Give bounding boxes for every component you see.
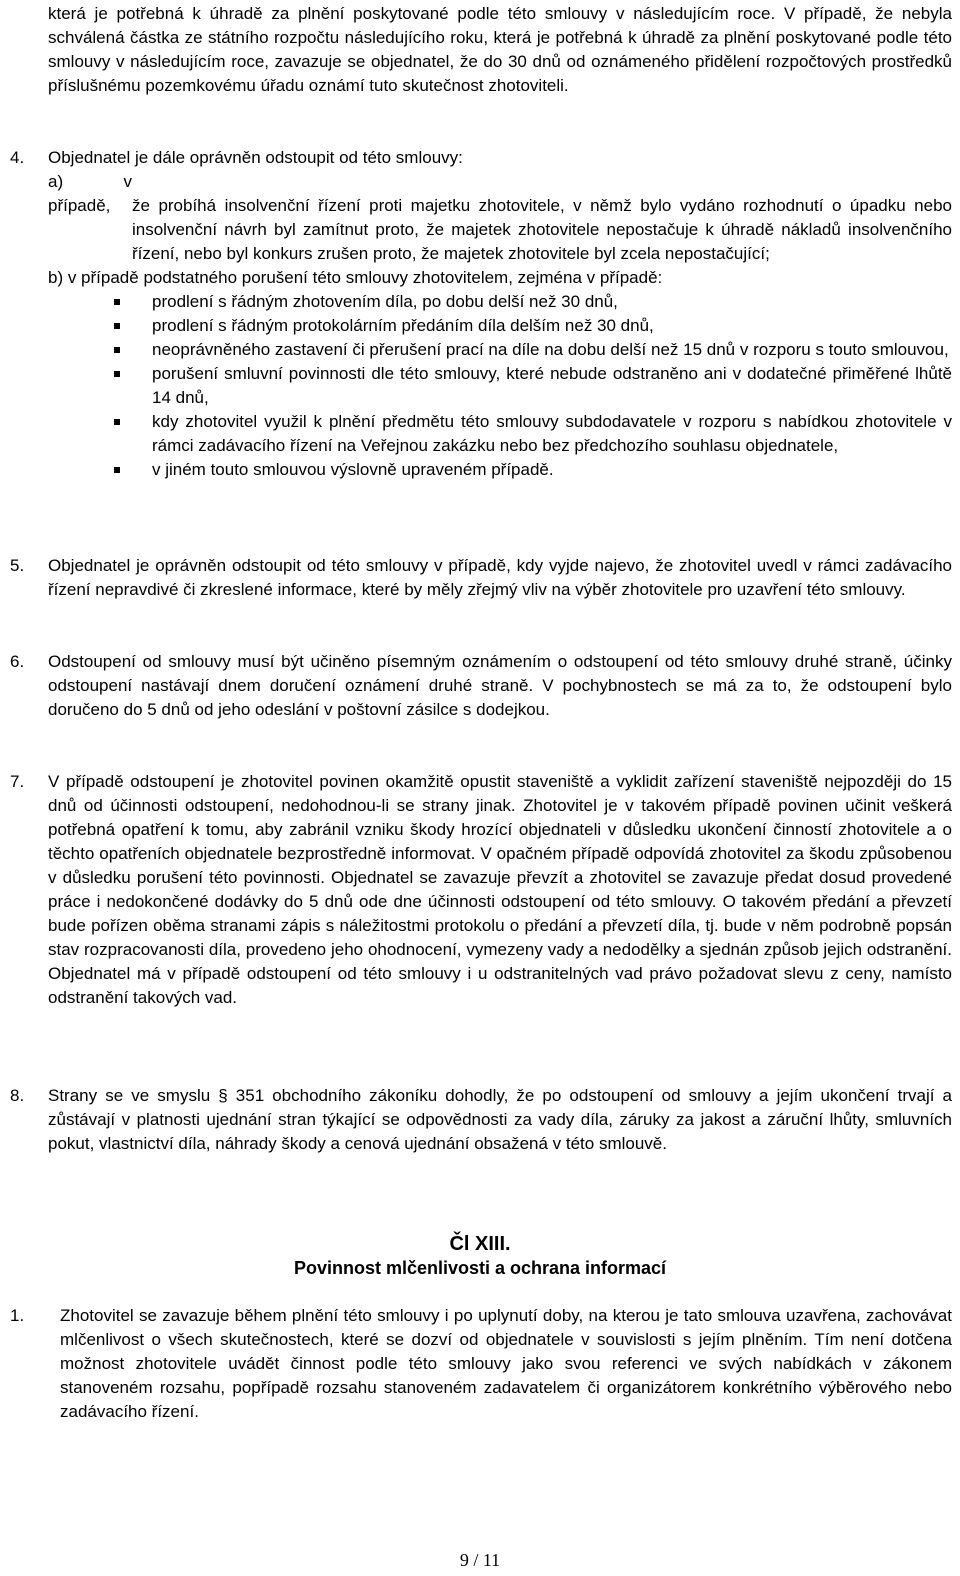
point-number-8: 8. bbox=[10, 1086, 25, 1105]
list-item-text: neoprávněného zastavení či přerušení prací na díle na dobu delší než 15 dnů v rozporu s touto smlouvou, bbox=[152, 340, 949, 359]
point-4-bullet-list bbox=[48, 290, 952, 482]
point-5: Objednatel je oprávněn odstoupit od této smlouvy v případě, kdy vyjde najevo, že zhotovitel uvedl v rámci zadávacího řízení nepravdivé či zkreslené informace, které by měly zřejmý vliv na výběr zhotovitele pro uzavření této smlouvy. bbox=[48, 556, 952, 599]
section-point-1: Zhotovitel se zavazuje během plnění této smlouvy i po uplynutí doby, na kterou je tato smlouva uzavřena, zachovávat mlčenlivost o všech skutečnostech, které se dozví od objednatele v souvislosti s jejím plněním. Tím není dotčena možnost zhotovitele uvádět činnost podle této smlouvy jako svou referenci ve svých nabídkách v zákonem stanoveném rozsahu, popřípadě rozsahu stanoveném zadavatelem či organizátorem konkrétního výběrového nebo zadávacího řízení. bbox=[60, 1306, 952, 1421]
list-item-text: porušení smluvní povinnosti dle této smlouvy, které nebude odstraněno ani v dodatečné přiměřené lhůtě 14 dnů, bbox=[152, 364, 952, 407]
point-7: V případě odstoupení je zhotovitel povinen okamžitě opustit staveniště a vyklidit zařízení staveniště nejpozději do 15 dnů od účinnosti odstoupení, nedohodnou-li se strany jinak. Zhotovitel je v takovém případě povinen učinit veškerá potřebná opatření k tomu, aby zabránil vzniku škody hrozící objednateli v důsledku ukončení činností zhotovitele a o těchto opatřeních objednatele bezprostředně informovat. V opačném případě odpovídá zhotovitel za škodu způsobenou v důsledku porušení této povinnosti. Objednatel se zavazuje převzít a zhotovitel se zavazuje předat dosud provedené práce i nedokončené dodávky do 5 dnů ode dne účinnosti odstoupení od této smlouvy. O takovém předání a převzetí bude pořízen oběma stranami zápis s náležitostmi protokolu o předání a převzetí díla, tj. bude v něm podrobně popsán stav rozpracovanosti díla, provedeno jeho ohodnocení, vymezeny vady a nedodělky a sjednán způsob jejich odstranění. Objednatel má v případě odstoupení od této smlouvy i u odstranitelných vad právo požadovat slevu z ceny, namísto odstranění takových vad. bbox=[48, 772, 952, 1007]
point-number-6: 6. bbox=[10, 652, 25, 671]
list-item-text: prodlení s řádným zhotovením díla, po dobu delší než 30 dnů, bbox=[152, 292, 618, 311]
point-4-b: b) v případě podstatného porušení této smlouvy zhotovitelem, zejména v případě: bbox=[48, 268, 663, 287]
section-number: Čl XIII. bbox=[449, 1233, 511, 1255]
point-8: Strany se ve smyslu § 351 obchodního zákoníku dohodly, že po odstoupení od smlouvy a jejím ukončení trvají a zůstávají v platnosti ujednání stran týkající se odpovědnosti za vady díla, záruky za jakost a záruční lhůty, smluvních pokut, vlastnictví díla, náhrady škody a cenová ujednání obsažená v této smlouvě. bbox=[48, 1086, 952, 1153]
section-title: Povinnost mlčenlivosti a ochrana informací bbox=[293, 1258, 667, 1278]
point-4 bbox=[48, 146, 952, 482]
list-item bbox=[48, 362, 952, 410]
point-4-a-label: a) v případě, bbox=[48, 172, 132, 215]
list-item bbox=[48, 338, 952, 362]
square-bullet-icon bbox=[114, 467, 120, 473]
square-bullet-icon bbox=[114, 419, 120, 425]
square-bullet-icon bbox=[114, 371, 120, 377]
point-number-7: 7. bbox=[10, 772, 25, 791]
list-item bbox=[48, 410, 952, 458]
intro-paragraph: která je potřebná k úhradě za plnění poskytované podle této smlouvy v následujícím roce. V případě, že nebyla schválená částka ze státního rozpočtu následujícího roku, která je potřebná k úhradě za plnění poskytované podle této smlouvy v následujícím roce, zavazuje se objednatel, že do 30 dnů od oznámeného přidělení rozpočtových prostředků příslušnému pozemkovému úřadu oznámí tuto skutečnost zhotoviteli. bbox=[48, 4, 952, 95]
point-4-a bbox=[48, 170, 952, 266]
page-number: 9 / 11 bbox=[459, 1550, 501, 1570]
list-item bbox=[48, 314, 952, 338]
point-number-4: 4. bbox=[10, 148, 25, 167]
list-item bbox=[48, 290, 952, 314]
list-item-text: prodlení s řádným protokolárním předáním díla delším než 30 dnů, bbox=[152, 316, 654, 335]
point-4-lead: Objednatel je dále oprávněn odstoupit od této smlouvy: bbox=[48, 148, 463, 167]
list-item bbox=[48, 458, 952, 482]
point-6: Odstoupení od smlouvy musí být učiněno písemným oznámením o odstoupení od této smlouvy druhé straně, účinky odstoupení nastávají dnem doručení oznámení druhé straně. V pochybnostech se má za to, že odstoupení bylo doručeno do 5 dnů od jeho odeslání v poštovní zásilce s dodejkou. bbox=[48, 652, 952, 719]
point-4-a-text: že probíhá insolvenční řízení proti majetku zhotovitele, v němž bylo vydáno rozhodnutí o úpadku nebo insolvenční návrh byl zamítnut proto, že majetek zhotovitele nepostačuje k úhradě nákladů insolvenčního řízení, nebo byl konkurs zrušen proto, že majetek zhotovitele byl zcela nepostačující; bbox=[132, 196, 952, 263]
section-point-number-1: 1. bbox=[10, 1306, 25, 1325]
list-item-text: v jiném touto smlouvou výslovně upraveném případě. bbox=[152, 460, 554, 479]
square-bullet-icon bbox=[114, 323, 120, 329]
square-bullet-icon bbox=[114, 347, 120, 353]
list-item-text: kdy zhotovitel využil k plnění předmětu této smlouvy subdodavatele v rozporu s nabídkou zhotovitele v rámci zadávacího řízení na Veřejnou zakázku nebo bez předchozího souhlasu objednatele, bbox=[152, 412, 952, 455]
square-bullet-icon bbox=[114, 299, 120, 305]
point-number-5: 5. bbox=[10, 556, 25, 575]
